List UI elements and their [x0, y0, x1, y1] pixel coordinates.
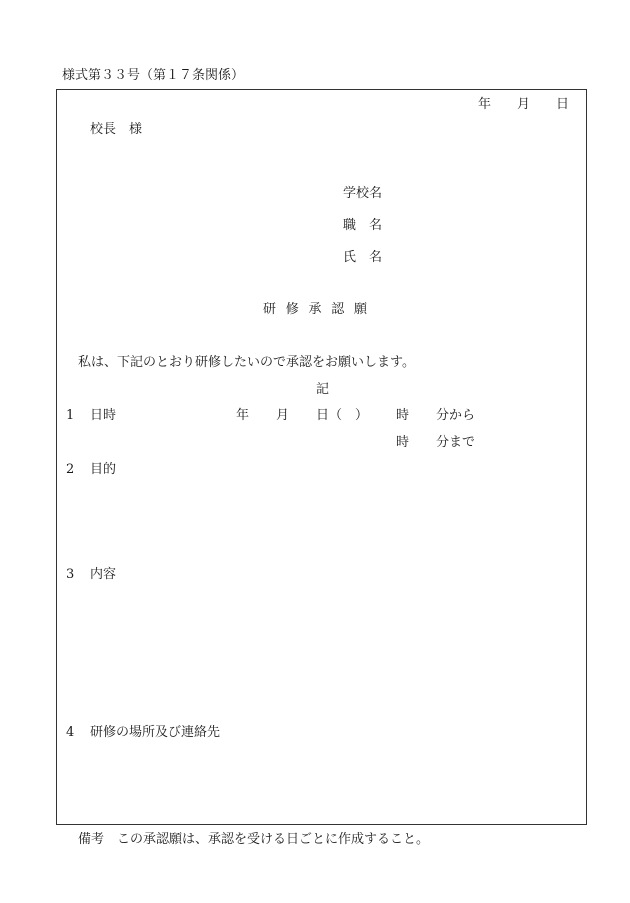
item-3-number: 3 [66, 567, 75, 582]
datetime-month: 月 [276, 408, 290, 423]
datetime-minute-to: 分まで [436, 435, 476, 450]
ki-label: 記 [316, 382, 330, 397]
datetime-hour-to: 時 [396, 435, 410, 450]
document-title: 研修承認願 [263, 302, 377, 317]
header-date-day: 日 [556, 97, 570, 112]
datetime-day-weekday: 日（ ） [316, 408, 369, 423]
header-date-year: 年 [478, 97, 492, 112]
position-label: 職 名 [343, 218, 383, 233]
item-4-number: 4 [66, 725, 75, 740]
school-name-label: 学校名 [343, 186, 383, 201]
header-date-month: 月 [517, 97, 531, 112]
datetime-year: 年 [236, 408, 250, 423]
datetime-minute-from: 分から [436, 408, 476, 423]
item-3-label: 内容 [90, 567, 117, 582]
item-2-number: 2 [66, 462, 75, 477]
datetime-hour-from: 時 [396, 408, 410, 423]
item-1-number: 1 [66, 408, 75, 423]
request-text: 私は、下記のとおり研修したいので承認をお願いします。 [78, 355, 415, 370]
form-number: 様式第３３号（第１７条関係） [62, 68, 245, 83]
item-2-label: 目的 [90, 462, 117, 477]
form-frame [56, 89, 587, 825]
item-4-label: 研修の場所及び連絡先 [90, 725, 221, 740]
addressee: 校長 様 [90, 122, 143, 137]
name-label: 氏 名 [343, 250, 383, 265]
note: 備考 この承認願は、承認を受ける日ごとに作成すること。 [78, 832, 430, 847]
item-1-label: 日時 [90, 408, 117, 423]
